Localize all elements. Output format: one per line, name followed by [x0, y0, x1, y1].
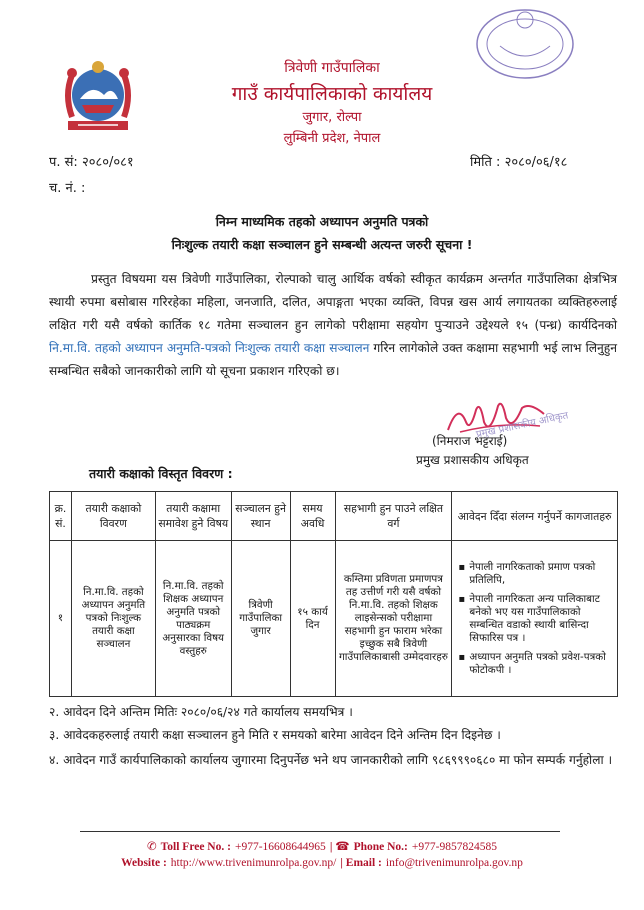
column-header: तयारी कक्षाको विवरण [71, 492, 155, 541]
phone-label: Phone No.: [353, 841, 408, 853]
column-header: समय अवधि [290, 492, 335, 541]
website-link[interactable]: http://www.trivenimunrolpa.gov.np/ [170, 857, 337, 869]
reference-number: प. सं: २०८०/०८१ [49, 155, 134, 170]
column-header: तयारी कक्षामा समावेश हुने विषय [155, 492, 231, 541]
notice-title-line1: निम्न माध्यमिक तहको अध्यापन अनुमति पत्रको [215, 214, 429, 229]
column-header: सहभागी हुन पाउने लक्षित वर्ग [335, 492, 452, 541]
tollfree-number: +977-16608644965 [234, 841, 326, 853]
notice-title-line2: निःशुल्क तयारी कक्षा सञ्चालन हुने सम्बन्धी अत्यन्त जरुरी सूचना ! [171, 237, 473, 252]
details-table [49, 491, 618, 697]
column-header: क्र. सं. [50, 492, 72, 541]
cell-serial: १ [50, 541, 72, 697]
cell-target-group: कम्तिमा प्रविणता प्रमाणपत्र तह उत्तीर्ण गरी यसै वर्षको नि.मा.वि. तहको शिक्षक लाइसेन्सको परीक्षामा सहभागी हुन फाराम भरेका इच्छुक सबै त्रिवेणी गाउँपालिकाबासी उम्मेदवारहरु [335, 541, 452, 697]
cell-location: त्रिवेणी गाउँपालिका जुगार [231, 541, 290, 697]
office-name: गाउँ कार्यपालिकाको कार्यालय [231, 83, 433, 105]
note-schedule: ३. आवेदकहरुलाई तयारी कक्षा सञ्चालन हुने मिति र समयको बारेमा आवेदन दिने अन्तिम दिन दिइनेछ । [49, 728, 501, 742]
phone-circle-icon: ✆ [147, 839, 157, 853]
table-row [50, 541, 618, 697]
cell-subject: नि.मा.वि. तहको शिक्षक अध्यापन अनुमति पत्रको पाठ्यक्रम अनुसारका विषय वस्तुहरु [155, 541, 231, 697]
office-place: जुगार, रोल्पा [302, 110, 362, 125]
tollfree-label: Toll Free No. : [160, 841, 231, 853]
footer-web: Website : http://www.trivenimunrolpa.gov.np/ | Email : info@trivenimunrolpa.gov.np [121, 857, 523, 869]
body-text-part1: प्रस्तुत विषयमा यस त्रिवेणी गाउँपालिका, रोल्पाको चालु आर्थिक वर्षको स्वीकृत कार्यक्रम अन्तर्गत गाउँपालिका क्षेत्रभित्र स्थायी रुपमा बसोबास गरिरहेका महिला, जनजाति, दलित, अपाङ्गता भएका व्यक्ति, विपन्न खस आर्य लगायतका व्यक्तिहरुलाई लक्षित गरी यसै वर्षको कार्तिक १८ गतेमा सञ्चालन हुन लागेको परीक्षामा सहयोग पुऱ्याउने उद्देश्यले १५ (पन्ध्र) कार्यदिनको [49, 272, 617, 332]
cell-documents [452, 541, 618, 697]
footer-contacts: ✆ Toll Free No. : +977-16608644965 | ☎ Phone No.: +977-9857824585 [147, 839, 497, 853]
note-deadline: २. आवेदन दिने अन्तिम मितिः २०८०/०६/२४ गते कार्यालय समयभित्र । [49, 705, 353, 719]
org-name: त्रिवेणी गाउँपालिका [284, 60, 380, 76]
column-header: आवेदन दिँदा संलग्न गर्नुपर्ने कागजातहरु [452, 492, 618, 541]
signatory-title: प्रमुख प्रशासकीय अधिकृत [416, 453, 529, 467]
dispatch-number: च. नं. : [49, 181, 86, 196]
note-contact: ४. आवेदन गाउँ कार्यपालिकाको कार्यालय जुगारमा दिनुपर्नेछ भने थप जानकारीको लागि ९८६९९९०६८० मा फोन सम्पर्क गर्नुहोला । [49, 753, 613, 767]
signatory-name: (निमराज भट्टराई) [432, 434, 508, 448]
document-item: ▪ नेपाली नागरिकताको प्रमाण पत्रको प्रतिलिपि, [469, 561, 614, 587]
document-item: ▪ अध्यापन अनुमति पत्रको प्रवेश-पत्रको फोटोकपी । [469, 651, 614, 677]
email-link[interactable]: info@trivenimunrolpa.gov.np [385, 857, 523, 869]
document-item: ▪ नेपाली नागरिकता अन्य पालिकाबाट बनेको भए यस गाउँपालिकाको सम्बन्धित वडाको स्थायी बासिन्दा सिफारिस पत्र । [469, 593, 614, 645]
body-highlight: नि.मा.वि. तहको अध्यापन अनुमति-पत्रको निःशुल्क तयारी कक्षा सञ्चालन [49, 341, 370, 355]
website-label: Website : [121, 857, 167, 869]
cell-description: नि.मा.वि. तहको अध्यापन अनुमति पत्रको निःशुल्क तयारी कक्षा सञ्चालन [71, 541, 155, 697]
email-label: Email : [345, 857, 382, 869]
table-heading: तयारी कक्षाको विस्तृत विवरण : [89, 466, 233, 481]
table-header-row [50, 492, 618, 541]
letter-date: मिति : २०८०/०६/१८ [470, 155, 568, 170]
cell-duration: १५ कार्य दिन [290, 541, 335, 697]
phone-number: +977-9857824585 [411, 841, 497, 853]
column-header: सञ्चालन हुने स्थान [231, 492, 290, 541]
notice-body [49, 268, 617, 383]
footer-divider [80, 831, 560, 832]
officer-stamp: प्रमुख प्रशासकीय अधिकृत [475, 410, 570, 441]
telephone-icon: ☎ [335, 839, 350, 853]
body-text-part2: गरिन लागेकोले उक्त कक्षामा सहभागी भई लाभ लिनुहुन सम्बन्धित सबैको जानकारीको लागि यो सूचना प्रकाशन गरिएको छ। [49, 341, 617, 378]
office-province: लुम्बिनी प्रदेश, नेपाल [283, 131, 381, 146]
